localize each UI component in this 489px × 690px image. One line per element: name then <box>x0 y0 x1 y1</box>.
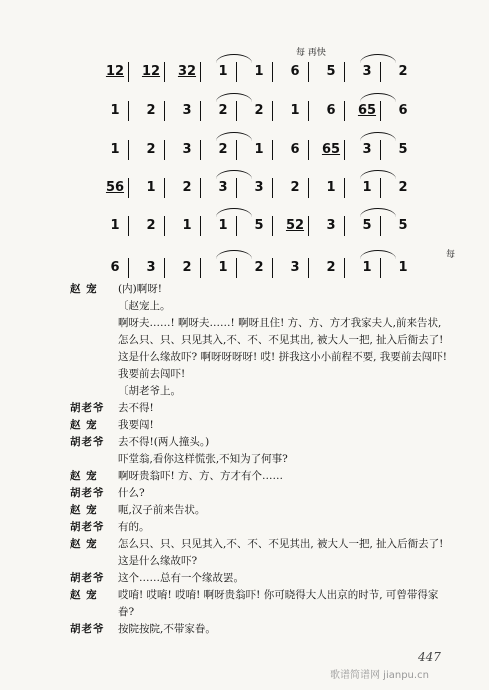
score-line <box>112 140 434 162</box>
tie-slur <box>360 54 396 63</box>
speaker-name <box>70 451 118 468</box>
speaker-name: 赵 宠 <box>70 589 98 601</box>
dialogue-line <box>70 536 450 570</box>
bar-line <box>236 101 237 121</box>
tie-slur <box>360 250 396 259</box>
score-note: 1 <box>218 64 228 79</box>
bar-line <box>236 178 237 198</box>
bar-line <box>344 62 345 82</box>
dialogue-text: 按院按院,不带家眷。 <box>118 623 216 635</box>
tie-slur <box>216 93 252 102</box>
bar-line <box>164 178 165 198</box>
bar-line <box>200 258 201 278</box>
bar-line <box>344 258 345 278</box>
score-note: 1 <box>254 142 264 157</box>
score-note: 3 <box>146 260 156 275</box>
dialogue-line <box>70 468 450 485</box>
bar-line <box>308 101 309 121</box>
dialogue-line <box>70 570 450 587</box>
dialogue-text: 怎么只、只、只见其入,不、不、不见其出, 被大人一把, 扯入后衙去了! 这是什么缘故吓? <box>118 538 444 567</box>
speaker-name: 赵 宠 <box>70 504 98 516</box>
bar-line <box>236 216 237 236</box>
score-note: 3 <box>182 103 192 118</box>
dialogue-text: 啊呀夫……! 啊呀夫……! 啊呀且住! 方、方、方才我家夫人,前来告状,怎么只、只、只见其入,不、不、不见其出, 被大人一把, 扯入后衙去了! 这是什么缘故吓? 啊呀呀呀呀! 哎! 拼我这小小前程不要, 我要前去闯吓! 我要前去闯吓! <box>118 317 447 380</box>
bar-line <box>272 101 273 121</box>
bar-line <box>272 140 273 160</box>
tie-slur <box>216 208 252 217</box>
score-note: 1 <box>362 180 372 195</box>
dialogue-text: 什么? <box>118 487 145 499</box>
score-note: 1 <box>290 103 300 118</box>
bar-line <box>344 140 345 160</box>
bar-line <box>272 178 273 198</box>
bar-line <box>200 140 201 160</box>
bar-line <box>380 140 381 160</box>
tie-slur <box>216 132 252 141</box>
speaker-name: 胡老爷 <box>70 521 105 533</box>
bar-line <box>344 178 345 198</box>
bar-line <box>236 140 237 160</box>
score-note: 5 <box>398 218 408 233</box>
bar-line <box>128 258 129 278</box>
dialogue-text: 〔赵宠上。 <box>118 300 171 312</box>
score-note: 2 <box>146 218 156 233</box>
speaker-name: 胡老爷 <box>70 487 105 499</box>
speaker-name: 赵 宠 <box>70 470 98 482</box>
dialogue-line <box>70 298 450 315</box>
bar-line <box>308 258 309 278</box>
bar-line <box>128 216 129 236</box>
score-note: 6 <box>326 103 336 118</box>
bar-line <box>200 101 201 121</box>
speaker-name: 胡老爷 <box>70 402 105 414</box>
score-note: 2 <box>254 260 264 275</box>
dialogue-text: 呃,汉子前来告状。 <box>118 504 206 516</box>
jianpu-score <box>0 0 489 290</box>
score-line <box>105 178 434 200</box>
bar-line <box>236 62 237 82</box>
bar-line <box>164 140 165 160</box>
dialogue-line <box>70 502 450 519</box>
score-note: 52 <box>285 218 305 233</box>
score-line <box>112 216 434 238</box>
speaker-name <box>70 298 118 315</box>
tie-slur <box>360 93 396 102</box>
bar-line <box>236 258 237 278</box>
score-note: 5 <box>398 142 408 157</box>
score-note: 12 <box>141 64 161 79</box>
bar-line <box>380 101 381 121</box>
dialogue-script <box>70 281 450 638</box>
score-line <box>112 101 434 123</box>
score-note: 1 <box>218 260 228 275</box>
score-note: 32 <box>177 64 197 79</box>
bar-line <box>128 101 129 121</box>
tie-slur <box>360 170 396 179</box>
score-line <box>112 258 434 280</box>
score-note: 56 <box>105 180 125 195</box>
dialogue-line <box>70 315 450 383</box>
dialogue-text: 这个……总有一个缘故罢。 <box>118 572 244 584</box>
score-note: 2 <box>254 103 264 118</box>
score-note: 3 <box>254 180 264 195</box>
score-note: 1 <box>362 260 372 275</box>
bar-line <box>308 62 309 82</box>
dialogue-line <box>70 281 450 298</box>
score-note: 1 <box>146 180 156 195</box>
score-note: 5 <box>326 64 336 79</box>
speaker-name: 胡老爷 <box>70 623 105 635</box>
score-note: 6 <box>290 64 300 79</box>
dialogue-text: 哎唷! 哎唷! 哎唷! 啊呀贵翁吓! 你可晓得大人出京的时节, 可曾带得家眷? <box>118 589 439 618</box>
score-note: 1 <box>218 218 228 233</box>
tie-slur <box>360 132 396 141</box>
score-note: 2 <box>398 180 408 195</box>
score-note: 1 <box>110 103 120 118</box>
score-note: 1 <box>182 218 192 233</box>
bar-line <box>344 101 345 121</box>
dialogue-line <box>70 587 450 621</box>
bar-line <box>308 216 309 236</box>
dialogue-line <box>70 519 450 536</box>
score-note: 6 <box>398 103 408 118</box>
dialogue-line <box>70 434 450 451</box>
speaker-name: 赵 宠 <box>70 419 98 431</box>
dialogue-text: 〔胡老爷上。 <box>118 385 181 397</box>
score-note: 2 <box>182 180 192 195</box>
score-note: 65 <box>357 103 377 118</box>
score-note: 6 <box>110 260 120 275</box>
bar-line <box>200 62 201 82</box>
bar-line <box>164 216 165 236</box>
dialogue-text: (内)啊呀! <box>118 283 162 295</box>
bar-line <box>380 258 381 278</box>
score-note: 3 <box>326 218 336 233</box>
speaker-name <box>70 383 118 400</box>
score-note: 65 <box>321 142 341 157</box>
dialogue-text: 我要闯! <box>118 419 154 431</box>
score-note: 6 <box>290 142 300 157</box>
dialogue-text: 有的。 <box>118 521 150 533</box>
bar-line <box>272 216 273 236</box>
tie-slur <box>216 250 252 259</box>
score-note: 2 <box>398 64 408 79</box>
score-note: 3 <box>362 142 372 157</box>
score-note: 1 <box>110 142 120 157</box>
speaker-name: 胡老爷 <box>70 436 105 448</box>
bar-line <box>200 216 201 236</box>
bar-line <box>200 178 201 198</box>
score-line <box>105 62 434 84</box>
bar-line <box>272 62 273 82</box>
bar-line <box>164 62 165 82</box>
score-note: 3 <box>182 142 192 157</box>
tempo-mark: 每 再快 <box>296 48 326 58</box>
score-note: 1 <box>326 180 336 195</box>
speaker-name <box>70 315 118 383</box>
score-note: 2 <box>218 103 228 118</box>
score-note: 2 <box>326 260 336 275</box>
bar-line <box>128 178 129 198</box>
bar-line <box>308 140 309 160</box>
score-note: 2 <box>146 103 156 118</box>
score-note: 5 <box>254 218 264 233</box>
bar-line <box>128 62 129 82</box>
bar-line <box>272 258 273 278</box>
speaker-name: 胡老爷 <box>70 572 105 584</box>
score-note: 3 <box>290 260 300 275</box>
bar-line <box>380 62 381 82</box>
dialogue-line <box>70 621 450 638</box>
score-note: 12 <box>105 64 125 79</box>
dialogue-text: 啊呀贵翁吓! 方、方、方才有个…… <box>118 470 284 482</box>
score-note: 2 <box>146 142 156 157</box>
score-note: 1 <box>398 260 408 275</box>
speaker-name: 赵 宠 <box>70 538 98 550</box>
dialogue-line <box>70 400 450 417</box>
bar-line <box>380 178 381 198</box>
bar-line <box>164 101 165 121</box>
speaker-name: 赵 宠 <box>70 283 98 295</box>
dialogue-text: 去不得!(两人撞头。) <box>118 436 210 448</box>
dialogue-line <box>70 383 450 400</box>
end-mark: 每 <box>446 250 456 260</box>
tie-slur <box>216 170 252 179</box>
score-note: 1 <box>254 64 264 79</box>
watermark: 歌谱简谱网 jianpu.cn <box>330 670 429 681</box>
dialogue-line <box>70 485 450 502</box>
bar-line <box>308 178 309 198</box>
bar-line <box>344 216 345 236</box>
score-note: 1 <box>110 218 120 233</box>
score-note: 3 <box>362 64 372 79</box>
tie-slur <box>216 54 252 63</box>
dialogue-text: 去不得! <box>118 402 154 414</box>
dialogue-line <box>70 417 450 434</box>
score-note: 2 <box>182 260 192 275</box>
dialogue-line <box>70 451 450 468</box>
bar-line <box>128 140 129 160</box>
tie-slur <box>360 208 396 217</box>
score-note: 2 <box>218 142 228 157</box>
score-note: 2 <box>290 180 300 195</box>
dialogue-text: 吓堂翁,看你这样慌张,不知为了何事? <box>118 453 288 465</box>
score-note: 3 <box>218 180 228 195</box>
score-note: 5 <box>362 218 372 233</box>
bar-line <box>380 216 381 236</box>
bar-line <box>164 258 165 278</box>
page-number: 447 <box>418 650 441 664</box>
